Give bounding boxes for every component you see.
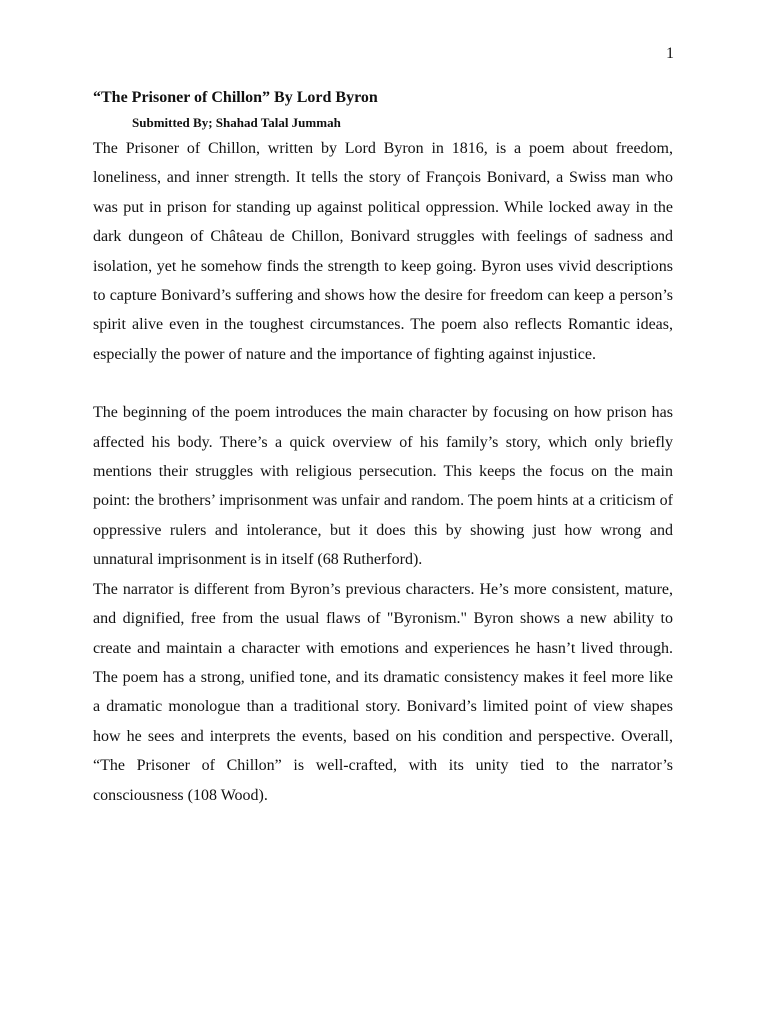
submitted-by-line: Submitted By; Shahad Talal Jummah xyxy=(132,115,341,130)
page-number: 1 xyxy=(666,45,674,62)
paragraph-narrator-analysis: The narrator is different from Byron’s previous characters. He’s more consistent, mature, and dignified, free from the usual flaws of "Byronism." Byron shows a new ability to create and maintain a character with emotions and experiences he hasn’t lived through. The poem has a strong, unified tone, and its dramatic consistency makes it feel more like a dramatic monologue than a traditional story. Bonivard’s limited point of view shapes how he sees and interprets the events, based on his condition and perspective. Overall, “The Prisoner of Chillon” is well-crafted, with its unity tied to the narrator’s consciousness (108 Wood). xyxy=(93,580,673,804)
paragraph-intro: The Prisoner of Chillon, written by Lord Byron in 1816, is a poem about freedom, loneliness, and inner strength. It tells the story of François Bonivard, a Swiss man who was put in prison for standing up against political oppression. While locked away in the dark dungeon of Château de Chillon, Bonivard struggles with feelings of sadness and isolation, yet he somehow finds the strength to keep going. Byron uses vivid descriptions to capture Bonivard’s suffering and shows how the desire for freedom can keep a person’s spirit alive even in the toughest circumstances. The poem also reflects Romantic ideas, especially the power of nature and the importance of fighting against injustice. xyxy=(93,140,673,363)
paragraph-beginning-analysis: The beginning of the poem introduces the main character by focusing on how prison has affected his body. There’s a quick overview of his family’s story, which only briefly mentions their struggles with religious persecution. This keeps the focus on the main point: the brothers’ imprisonment was unfair and random. The poem hints at a criticism of oppressive rulers and intolerance, but it does this by showing just how wrong and unnatural imprisonment is in itself (68 Rutherford). xyxy=(93,404,673,569)
document-title: “The Prisoner of Chillon” By Lord Byron xyxy=(93,89,378,106)
document-body xyxy=(93,88,673,810)
